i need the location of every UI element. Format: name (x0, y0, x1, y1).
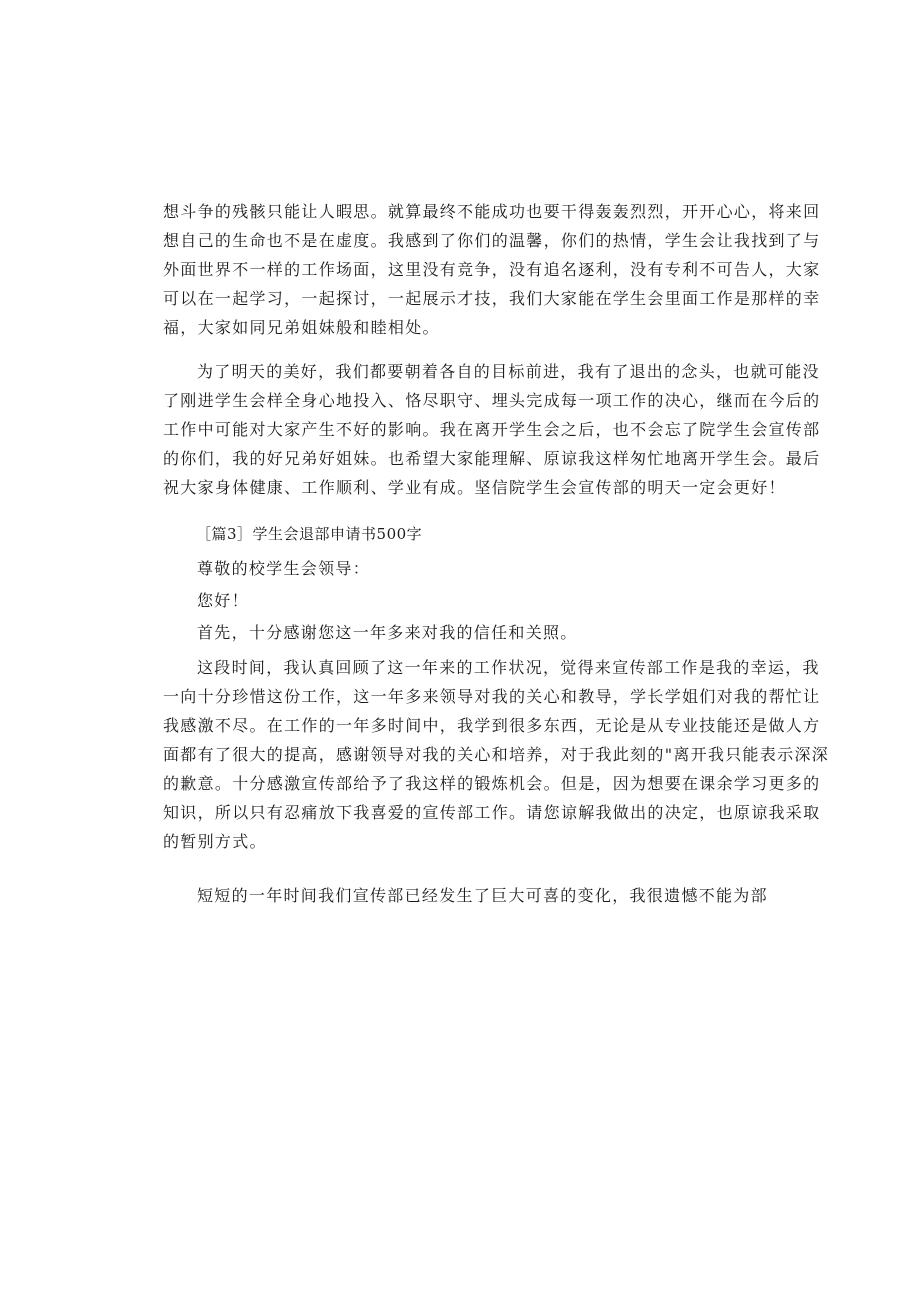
section-heading: ［篇3］学生会退部申请书500字 (196, 525, 423, 543)
greeting: 您好！ (197, 591, 249, 610)
paragraph-4 (163, 653, 830, 856)
paragraph-line: 想自己的生命也不是在虚度。我感到了你们的温馨，你们的热情，学生会让我找到了与 (163, 231, 821, 250)
paragraph-line: 了刚进学生会样全身心地投入、恪尽职守、埋头完成每一项工作的决心，继而在今后的 (163, 391, 821, 410)
paragraph-line: 我感激不尽。在工作的一年多时间中，我学到很多东西，无论是从专业技能还是做人方 (163, 716, 821, 735)
paragraph-3: 首先，十分感谢您这一年多来对我的信任和关照。 (197, 623, 578, 642)
paragraph-line: 可以在一起学习，一起探讨，一起展示才技，我们大家能在学生会里面工作是那样的幸 (163, 289, 821, 308)
paragraph-line: 知识，所以只有忍痛放下我喜爱的宣传部工作。请您谅解我做出的决定，也原谅我采取 (163, 803, 821, 822)
paragraph-line: 的歉意。十分感激宣传部给予了我这样的锻炼机会。但是，因为想要在课余学习更多的 (163, 774, 821, 793)
paragraph-line: 福，大家如同兄弟姐妹般和睦相处。 (163, 318, 440, 337)
paragraph-2 (163, 357, 821, 502)
paragraph-line: 面都有了很大的提高，感谢领导对我的关心和培养，对于我此刻的"离开我只能表示深深 (163, 745, 830, 764)
paragraph-5: 短短的一年时间我们宣传部已经发生了巨大可喜的变化，我很遗憾不能为部 (197, 886, 768, 905)
paragraph-line: 为了明天的美好，我们都要朝着各自的目标前进，我有了退出的念头，也就可能没 (197, 362, 820, 381)
paragraph-line: 一向十分珍惜这份工作，这一年多来领导对我的关心和教导，学长学姐们对我的帮忙让 (163, 687, 821, 706)
paragraph-line: 这段时间，我认真回顾了这一年来的工作状况，觉得来宣传部工作是我的幸运，我 (197, 658, 820, 677)
paragraph-line: 的你们，我的好兄弟好姐妹。也希望大家能理解、原谅我这样匆忙地离开学生会。最后 (163, 449, 821, 468)
paragraph-line: 想斗争的残骸只能让人暇思。就算最终不能成功也要干得轰轰烈烈，开开心心，将来回 (163, 202, 821, 221)
paragraph-line: 工作中可能对大家产生不好的影响。我在离开学生会之后，也不会忘了院学生会宣传部 (163, 420, 821, 439)
paragraph-1 (163, 197, 821, 342)
paragraph-line: 祝大家身体健康、工作顺利、学业有成。坚信院学生会宣传部的明天一定会更好！ (163, 478, 786, 497)
salutation: 尊敬的校学生会领导： (197, 559, 371, 578)
paragraph-line: 的暂别方式。 (163, 832, 267, 851)
paragraph-line: 外面世界不一样的工作场面，这里没有竞争，没有追名逐利，没有专利不可告人，大家 (163, 260, 821, 279)
